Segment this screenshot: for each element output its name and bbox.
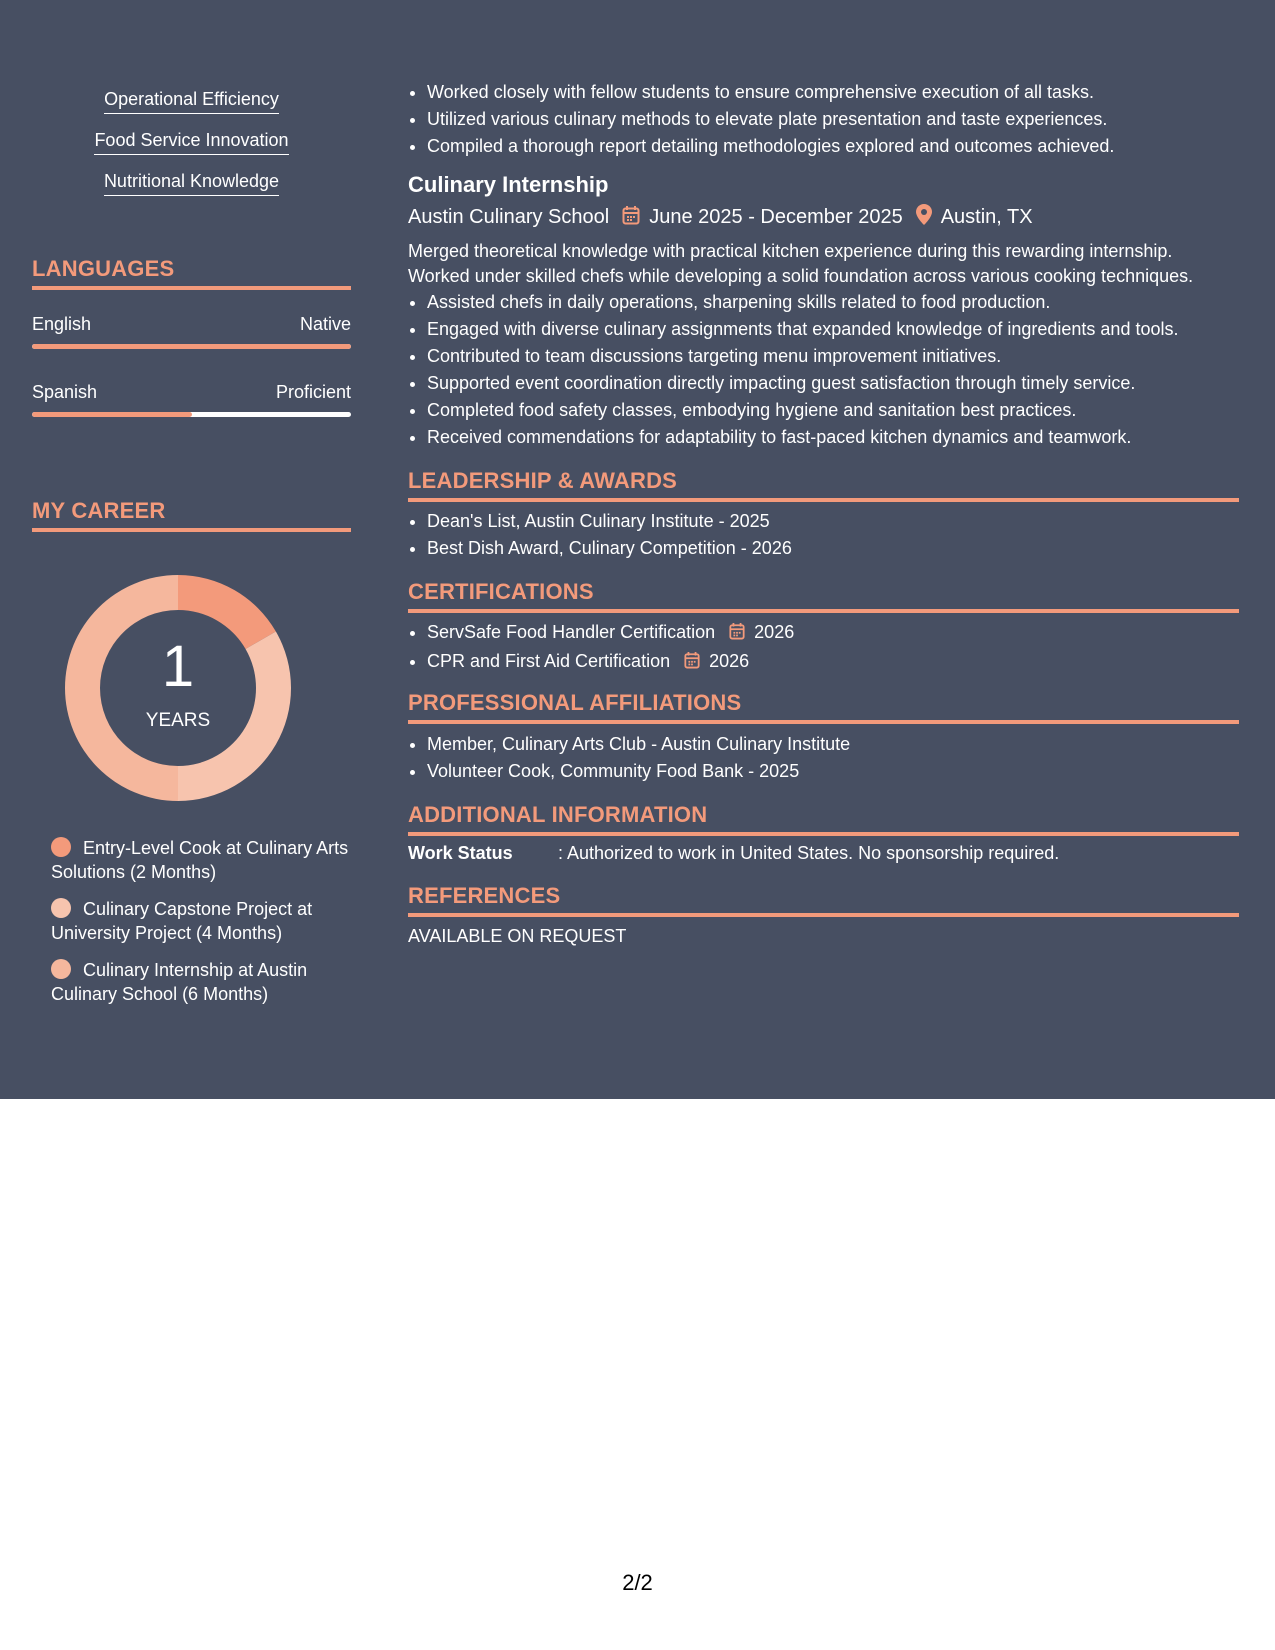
- career-legend-item: [32, 897, 351, 945]
- legend-dot: [51, 959, 71, 979]
- certification-name: ServSafe Food Handler Certification: [427, 622, 716, 642]
- leadership-title: LEADERSHIP & AWARDS: [408, 468, 1239, 502]
- internship-entry: [408, 172, 1239, 451]
- legend-dot: [51, 898, 71, 918]
- calendar-icon: [622, 205, 640, 231]
- references-section: [408, 883, 1239, 947]
- languages-section: [32, 256, 351, 417]
- career-total-unit: YEARS: [145, 710, 211, 731]
- map-pin-icon: [916, 204, 932, 231]
- affiliation-item: • Volunteer Cook, Community Food Bank - 2025: [427, 758, 1239, 785]
- job-location: Austin, TX: [940, 206, 1033, 228]
- language-item: [32, 314, 351, 349]
- legend-label: Culinary Capstone Project at University Project (4 Months): [51, 899, 313, 943]
- career-section: [32, 498, 351, 532]
- legend-label: Culinary Internship at Austin Culinary School (6 Months): [51, 960, 308, 1004]
- bullet-item: • Received commendations for adaptability to fast-paced kitchen dynamics and teamwork.: [427, 424, 1239, 451]
- summary-line: Merged theoretical knowledge with practical kitchen experience during this rewarding internship.: [408, 241, 1173, 261]
- career-legend: [32, 836, 351, 1019]
- job-meta: [408, 204, 1239, 231]
- languages-title: LANGUAGES: [32, 256, 351, 290]
- career-legend-item: [32, 958, 351, 1006]
- language-level: Proficient: [275, 382, 351, 402]
- language-level: Native: [299, 314, 351, 334]
- affiliations-title: PROFESSIONAL AFFILIATIONS: [408, 690, 1239, 724]
- award-item: • Dean's List, Austin Culinary Institute - 2025: [427, 508, 1239, 535]
- leadership-section: [408, 468, 1239, 562]
- skill-item: Nutritional Knowledge: [104, 169, 279, 196]
- career-donut-chart: [65, 575, 291, 801]
- additional-title: ADDITIONAL INFORMATION: [408, 802, 1239, 836]
- bullet-item: • Worked closely with fellow students to ensure comprehensive execution of all tasks.: [427, 79, 1258, 106]
- job-title: Culinary Internship: [408, 172, 609, 197]
- references-title: REFERENCES: [408, 883, 1239, 917]
- skill-item: Operational Efficiency: [104, 87, 279, 114]
- language-bar: [32, 412, 351, 417]
- certifications-title: CERTIFICATIONS: [408, 579, 1239, 613]
- bullet-item: • Compiled a thorough report detailing methodologies explored and outcomes achieved.: [427, 133, 1258, 160]
- job-summary: [408, 239, 1239, 289]
- language-item: [32, 382, 351, 417]
- affiliation-item: • Member, Culinary Arts Club - Austin Culinary Institute: [427, 731, 1239, 758]
- certification-name: CPR and First Aid Certification: [427, 651, 671, 671]
- additional-section: [408, 802, 1239, 864]
- language-bar-fill: [32, 412, 192, 417]
- bullet-item: • Contributed to team discussions targeting menu improvement initiatives.: [427, 343, 1239, 370]
- page-number: 2/2: [622, 1570, 653, 1595]
- skill-item: Food Service Innovation: [94, 128, 288, 155]
- certification-year: 2026: [754, 622, 795, 642]
- bullet-item: • Engaged with diverse culinary assignments that expanded knowledge of ingredients and tools.: [427, 316, 1239, 343]
- bullet-item: • Assisted chefs in daily operations, sharpening skills related to food production.: [427, 289, 1239, 316]
- language-name: English: [32, 314, 92, 334]
- bullet-item: • Utilized various culinary methods to elevate plate presentation and taste experiences.: [427, 106, 1258, 133]
- affiliations-section: [408, 690, 1239, 785]
- career-title: MY CAREER: [32, 498, 351, 532]
- calendar-icon: [684, 650, 700, 677]
- skills-list: [32, 87, 351, 196]
- prev-job-bullets: [408, 79, 1258, 160]
- bullet-item: • Supported event coordination directly impacting guest satisfaction through timely service.: [427, 370, 1239, 397]
- award-item: • Best Dish Award, Culinary Competition - 2026: [427, 535, 1239, 562]
- work-status-row: [408, 843, 1239, 864]
- bullet-item: • Completed food safety classes, embodying hygiene and sanitation best practices.: [427, 397, 1239, 424]
- internship-bullets: [408, 289, 1239, 451]
- affiliations-list: [408, 731, 1239, 785]
- work-status-value: : Authorized to work in United States. No sponsorship required.: [558, 843, 1060, 863]
- language-bar: [32, 344, 351, 349]
- legend-dot: [51, 837, 71, 857]
- certification-year: 2026: [709, 651, 750, 671]
- career-total-number: 1: [161, 634, 195, 699]
- language-bar-fill: [32, 344, 351, 349]
- company-name: Austin Culinary School: [408, 206, 610, 228]
- certifications-section: [408, 579, 1239, 677]
- language-name: Spanish: [32, 382, 98, 402]
- summary-line: Worked under skilled chefs while developing a solid foundation across various cooking techniques.: [408, 266, 1194, 286]
- work-status-label: Work Status: [408, 843, 513, 863]
- certifications-list: [408, 619, 1239, 677]
- job-dates: June 2025 - December 2025: [649, 206, 903, 228]
- calendar-icon: [729, 621, 745, 648]
- leadership-list: [408, 508, 1239, 562]
- career-legend-item: [32, 836, 351, 884]
- references-text: AVAILABLE ON REQUEST: [408, 926, 627, 946]
- legend-label: Entry-Level Cook at Culinary Arts Solutions (2 Months): [51, 838, 349, 882]
- certification-item: [427, 648, 1239, 677]
- certification-item: [427, 619, 1239, 648]
